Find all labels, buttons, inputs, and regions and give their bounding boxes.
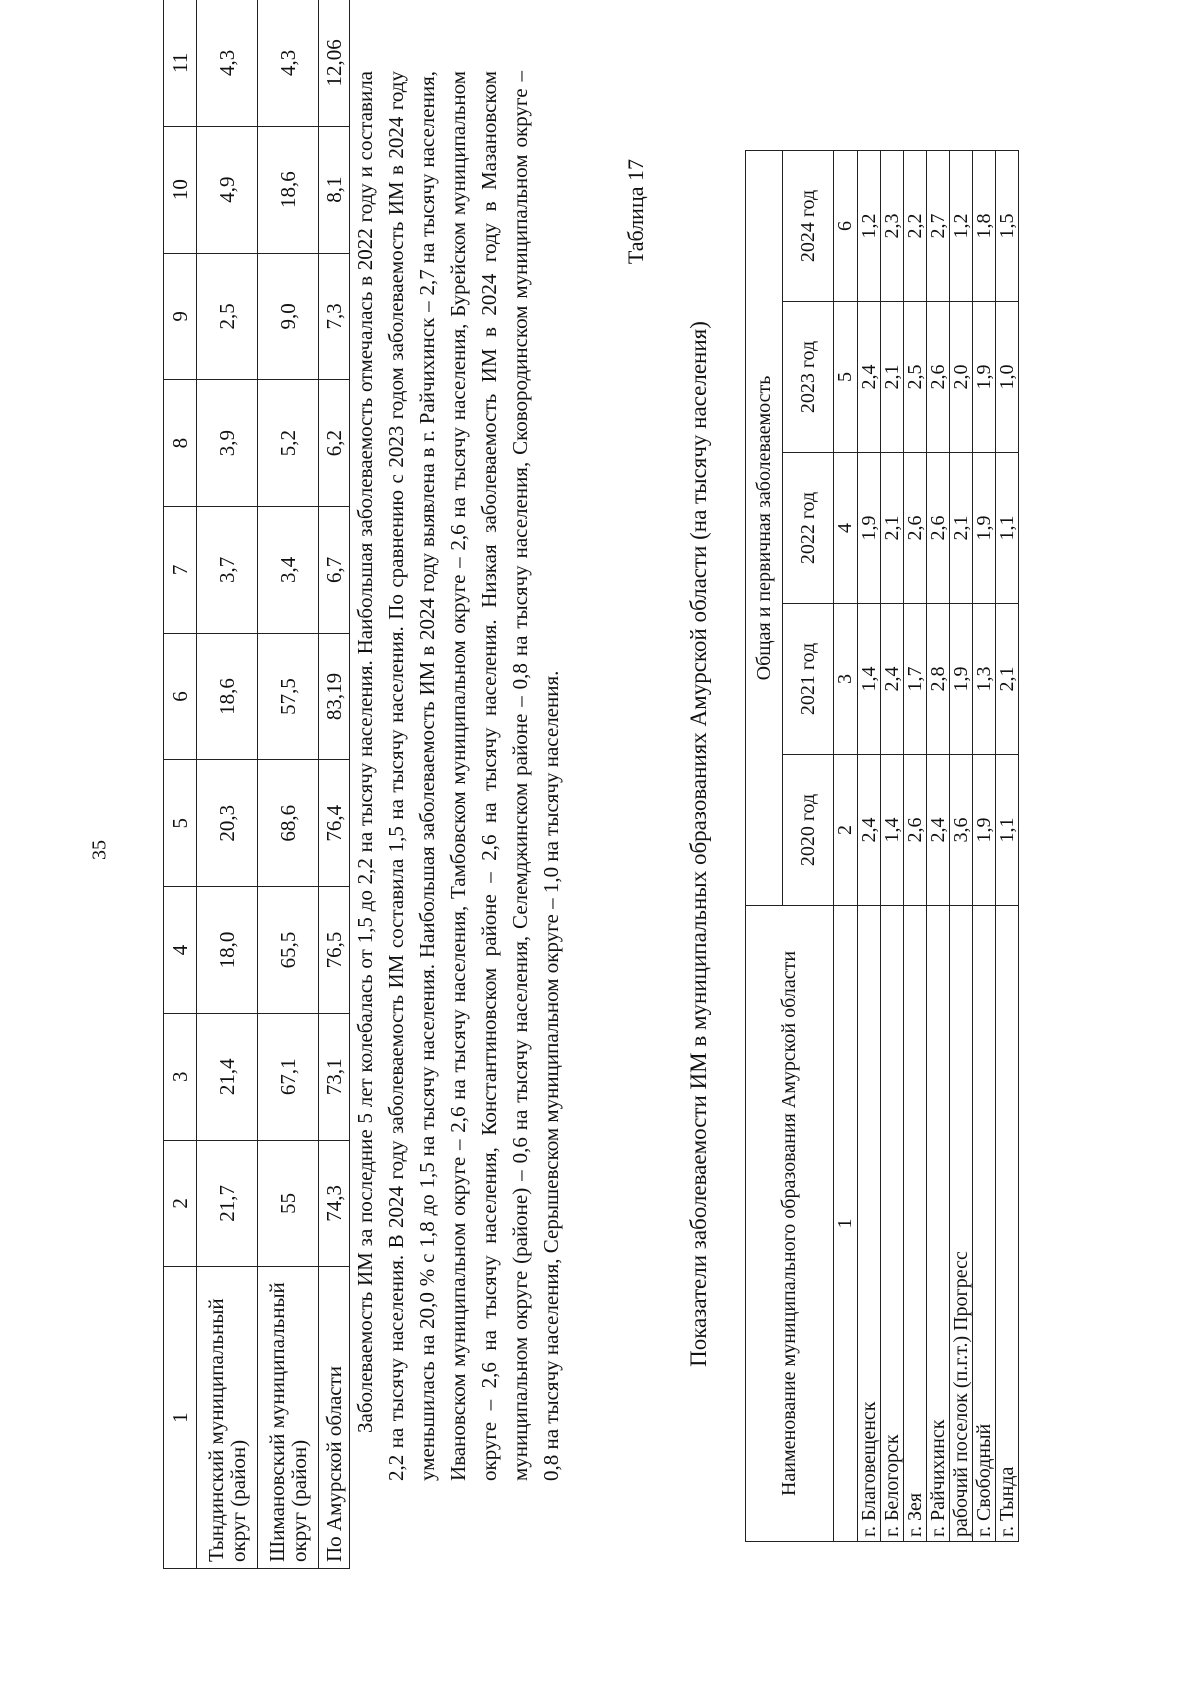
cell: 1,8 <box>973 150 996 301</box>
cell: 2,1 <box>996 604 1019 755</box>
cell: 1,4 <box>858 604 881 755</box>
table-row <box>319 0 350 1569</box>
cell: 18,6 <box>258 126 319 253</box>
cell: 4,3 <box>197 0 258 126</box>
cell: 1,2 <box>950 150 973 301</box>
cell: 2,0 <box>950 302 973 453</box>
cell: 83,19 <box>319 633 350 760</box>
table-17 <box>745 150 1019 1542</box>
table-17-group-row <box>746 150 783 1541</box>
cell: 65,5 <box>258 887 319 1014</box>
row-label: Шимановский муниципальный округ (район) <box>258 1267 319 1569</box>
cell: 1,9 <box>973 453 996 604</box>
row-label: рабочий поселок (п.г.т.) Прогресс <box>950 906 973 1542</box>
cell: 3,4 <box>258 506 319 633</box>
cell: 7,3 <box>319 253 350 380</box>
cell: 2,4 <box>927 755 950 906</box>
table-row <box>258 0 319 1569</box>
cell: 5,2 <box>258 380 319 507</box>
cell: 12,06 <box>319 0 350 126</box>
col-number: 5 <box>164 760 197 887</box>
cell: 2,6 <box>904 755 927 906</box>
cell: 3,6 <box>950 755 973 906</box>
table-row <box>973 150 996 1541</box>
year-header: 2020 год <box>783 755 834 906</box>
cell: 67,1 <box>258 1013 319 1140</box>
cell: 68,6 <box>258 760 319 887</box>
col-number: 11 <box>164 0 197 126</box>
col-number: 6 <box>834 150 858 301</box>
col-number: 1 <box>834 906 858 1542</box>
cell: 2,5 <box>904 302 927 453</box>
col-number: 2 <box>164 1140 197 1267</box>
col-number: 4 <box>164 887 197 1014</box>
cell: 18,6 <box>197 633 258 760</box>
col-number: 1 <box>164 1267 197 1569</box>
cell: 2,8 <box>927 604 950 755</box>
cell: 2,5 <box>197 253 258 380</box>
cell: 2,1 <box>881 302 904 453</box>
cell: 3,7 <box>197 506 258 633</box>
cell: 2,4 <box>858 302 881 453</box>
cell: 2,1 <box>881 453 904 604</box>
cell: 2,1 <box>950 453 973 604</box>
cell: 1,9 <box>950 604 973 755</box>
year-header: 2023 год <box>783 302 834 453</box>
col-number: 4 <box>834 453 858 604</box>
body-paragraph: Заболеваемость ИМ за последние 5 лет колебалась от 1,5 до 2,2 на тысячу населения. Наибольшая заболеваемость отмечалась в 2022 году и составила 2,2 на тысячу населения. В 2024 году заболеваемость ИМ составила 1,5 на тысячу населения. По сравнению с 2023 годом заболеваемость ИМ в 2024 году уменьшилась на 20,0 % с 1,8 до 1,5 на тысячу населения. Наибольшая заболеваемость ИМ в 2024 году выявлена в г. Райчихинск – 2,7 на тысячу населения, Ивановском муниципальном округе – 2,6 на тысячу населения, Тамбовском муниципальном округе – 2,6 на тысячу населения, Бурейском муниципальном округе – 2,6 на тысячу населения, Константиновском районе – 2,6 на тысячу населения. Низкая заболеваемость ИМ в 2024 году в Мазановском муниципальном округе (районе) – 0,6 на тысячу населения, Селемджинском районе – 0,8 на тысячу населения, Сковородинском муниципальном округе – 0,8 на тысячу населения, Серышевском муниципальном округе – 1,0 на тысячу населения. <box>353 71 563 1481</box>
row-label: По Амурской области <box>319 1267 350 1569</box>
cell: 20,3 <box>197 760 258 887</box>
col-number: 10 <box>164 126 197 253</box>
table-caption: Показатели заболеваемости ИМ в муниципальных образованиях Амурской области (на тысячу населения) <box>686 321 711 1367</box>
cell: 76,5 <box>319 887 350 1014</box>
row-label: г. Благовещенск <box>858 906 881 1542</box>
cell: 4,9 <box>197 126 258 253</box>
table-row <box>197 0 258 1569</box>
table-row <box>881 150 904 1541</box>
year-header: 2024 год <box>783 150 834 301</box>
table-row <box>950 150 973 1541</box>
cell: 8,1 <box>319 126 350 253</box>
cell: 2,2 <box>904 150 927 301</box>
cell: 55 <box>258 1140 319 1267</box>
page-number: 35 <box>88 840 111 860</box>
top-table <box>163 0 350 1569</box>
group-header: Общая и первичная заболеваемость <box>746 150 783 905</box>
cell: 2,6 <box>927 453 950 604</box>
cell: 1,7 <box>904 604 927 755</box>
table-17-number-row <box>834 150 858 1541</box>
cell: 2,4 <box>881 604 904 755</box>
cell: 21,4 <box>197 1013 258 1140</box>
cell: 73,1 <box>319 1013 350 1140</box>
year-header: 2022 год <box>783 453 834 604</box>
row-label: г. Белогорск <box>881 906 904 1542</box>
cell: 2,7 <box>927 150 950 301</box>
col-number: 5 <box>834 302 858 453</box>
cell: 1,5 <box>996 150 1019 301</box>
cell: 1,9 <box>858 453 881 604</box>
cell: 1,9 <box>973 755 996 906</box>
top-table-header-row <box>164 0 197 1569</box>
table-row <box>927 150 950 1541</box>
table-row <box>858 150 881 1541</box>
col-number: 3 <box>834 604 858 755</box>
cell: 74,3 <box>319 1140 350 1267</box>
col-number: 3 <box>164 1013 197 1140</box>
col-number: 2 <box>834 755 858 906</box>
cell: 6,7 <box>319 506 350 633</box>
year-header: 2021 год <box>783 604 834 755</box>
col-number: 7 <box>164 506 197 633</box>
cell: 4,3 <box>258 0 319 126</box>
cell: 6,2 <box>319 380 350 507</box>
cell: 1,9 <box>973 302 996 453</box>
row-label: г. Райчихинск <box>927 906 950 1542</box>
cell: 2,4 <box>858 755 881 906</box>
cell: 1,0 <box>996 302 1019 453</box>
cell: 2,6 <box>904 453 927 604</box>
row-label: г. Свободный <box>973 906 996 1542</box>
row-label: г. Тында <box>996 906 1019 1542</box>
cell: 2,6 <box>927 302 950 453</box>
row-label: Тындинский муниципальный округ (район) <box>197 1267 258 1569</box>
cell: 18,0 <box>197 887 258 1014</box>
cell: 1,2 <box>858 150 881 301</box>
table-row <box>996 150 1019 1541</box>
cell: 1,4 <box>881 755 904 906</box>
col-number: 9 <box>164 253 197 380</box>
cell: 9,0 <box>258 253 319 380</box>
table-number: Таблица 17 <box>623 159 648 265</box>
cell: 1,1 <box>996 755 1019 906</box>
cell: 57,5 <box>258 633 319 760</box>
cell: 76,4 <box>319 760 350 887</box>
cell: 21,7 <box>197 1140 258 1267</box>
cell: 1,3 <box>973 604 996 755</box>
cell: 3,9 <box>197 380 258 507</box>
name-column-header: Наименование муниципального образования Амурской области <box>746 906 834 1542</box>
col-number: 6 <box>164 633 197 760</box>
row-label: г. Зея <box>904 906 927 1542</box>
col-number: 8 <box>164 380 197 507</box>
cell: 2,3 <box>881 150 904 301</box>
cell: 1,1 <box>996 453 1019 604</box>
table-row <box>904 150 927 1541</box>
